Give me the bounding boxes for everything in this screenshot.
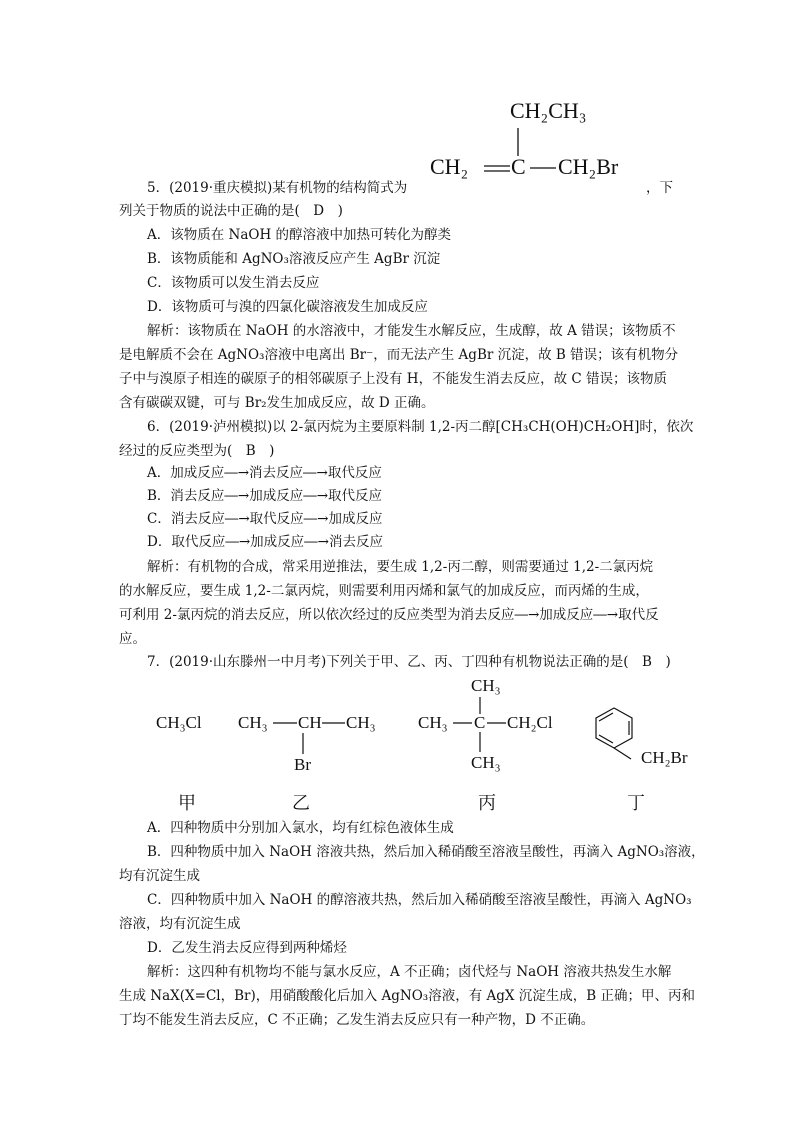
q5-struct-left: CH₂ [430, 154, 469, 179]
q5-struct-top: CH₂CH₃ [510, 98, 587, 123]
benzene-ring [596, 708, 632, 759]
label-jia: 甲 [178, 793, 196, 814]
bing-right: CH₂Cl [507, 713, 553, 732]
q5-option-a: A．该物质在 NaOH 的醇溶液中加热可转化为醇类 [147, 227, 452, 243]
q6-analysis-1: 解析：有机物的合成，常采用逆推法，要生成 1,2-丙二醇，则需要通过 1,2-二氯丙烷 [147, 559, 654, 575]
yi-sub: Br [294, 755, 311, 774]
yi-mid: CH [298, 713, 322, 732]
q6-option-a: A．加成反应―→消去反应―→取代反应 [147, 465, 382, 481]
q7-option-b1: B．四种物质中加入 NaOH 溶液共热，然后加入稀硝酸至溶液呈酸性，再滴入 AgNO₃溶液， [147, 844, 705, 860]
q6-analysis-3: 可利用 2-氯丙烷的消去反应，所以依次经过的反应类型为消去反应―→加成反应―→取代反 [119, 607, 659, 623]
bing-top: CH₃ [471, 676, 501, 695]
q5-option-c: C．该物质可以发生消去反应 [147, 275, 320, 291]
q6-stem-b: 经过的反应类型为( B ) [119, 443, 275, 459]
q5-stem-b: ，下 [646, 180, 673, 196]
bing-bottom: CH₃ [471, 753, 501, 772]
q5-analysis-3: 子中与溴原子相连的碳原子的相邻碳原子上没有 H，不能发生消去反应，故 C 错误；该物质 [119, 371, 667, 387]
q5-struct-center: C [511, 154, 526, 179]
q5-stem-c: 列关于物质的说法中正确的是( D ) [119, 203, 343, 219]
q7-option-d: D．乙发生消去反应得到两种烯烃 [147, 940, 347, 956]
q7-option-c2: 溶液，均有沉淀生成 [119, 916, 241, 932]
yi-left: CH₃ [238, 713, 268, 732]
bing-left: CH₃ [418, 713, 448, 732]
q5-analysis-4: 含有碳碳双键，可与 Br₂发生加成反应，故 D 正确。 [119, 395, 435, 411]
q7-analysis-1: 解析：这四种有机物均不能与氯水反应，A 不正确；卤代烃与 NaOH 溶液共热发生水解 [147, 964, 672, 980]
q7-analysis-2: 生成 NaX(X=Cl，Br)，用硝酸酸化后加入 AgNO₃溶液，有 AgX 沉淀生成，B 正确；甲、丙和 [119, 988, 696, 1004]
q5-option-b: B．该物质能和 AgNO₃溶液反应产生 AgBr 沉淀 [147, 251, 441, 267]
q5-option-d: D．该物质可与溴的四氯化碳溶液发生加成反应 [147, 299, 428, 315]
q7-option-c1: C．四种物质中加入 NaOH 的醇溶液共热，然后加入稀硝酸至溶液呈酸性，再滴入 AgNO₃ [147, 892, 692, 908]
q5-analysis-2: 是电解质不会在 AgNO₃溶液中电离出 Br⁻，而无法产生 AgBr 沉淀，故 B 错误；该有机物分 [119, 347, 679, 363]
jia-formula: CH₃Cl [156, 713, 202, 732]
bing-mid: C [474, 713, 486, 732]
q6-analysis-2: 的水解反应，要生成 1,2-二氯丙烷，则需要利用丙烯和氯气的加成反应，而丙烯的生成， [119, 583, 649, 599]
ding-group: CH₂Br [641, 748, 688, 767]
yi-right: CH₃ [346, 713, 376, 732]
q6-option-d: D．取代反应―→加成反应―→消去反应 [147, 534, 383, 550]
q7-analysis-3: 丁均不能发生消去反应，C 不正确；乙发生消去反应只有一种产物，D 不正确。 [119, 1012, 595, 1028]
label-yi: 乙 [292, 793, 310, 814]
q6-stem-a: 6．(2019·泸州模拟)以 2-氯丙烷为主要原料制 1,2-丙二醇[CH₃CH(OH)CH₂OH]时，依次 [147, 419, 694, 435]
q5-struct-right: CH₂Br [558, 154, 619, 179]
label-ding: 丁 [627, 793, 645, 814]
q7-option-b2: 均有沉淀生成 [119, 868, 200, 884]
q7-option-a: A．四种物质中分别加入氯水，均有红棕色液体生成 [147, 820, 454, 836]
q5-stem-a: 5．(2019·重庆模拟)某有机物的结构简式为 [147, 180, 408, 196]
q6-option-b: B．消去反应―→加成反应―→取代反应 [147, 488, 383, 504]
label-bing: 丙 [478, 793, 496, 814]
q6-analysis-4: 应。 [119, 631, 146, 647]
q5-analysis-1: 解析：该物质在 NaOH 的水溶液中，才能发生水解反应，生成醇，故 A 错误；该物质不 [147, 323, 676, 339]
q6-option-c: C．消去反应―→取代反应―→加成反应 [147, 511, 383, 527]
q7-stem: 7．(2019·山东滕州一中月考)下列关于甲、乙、丙、丁四种有机物说法正确的是( B ) [147, 654, 671, 670]
